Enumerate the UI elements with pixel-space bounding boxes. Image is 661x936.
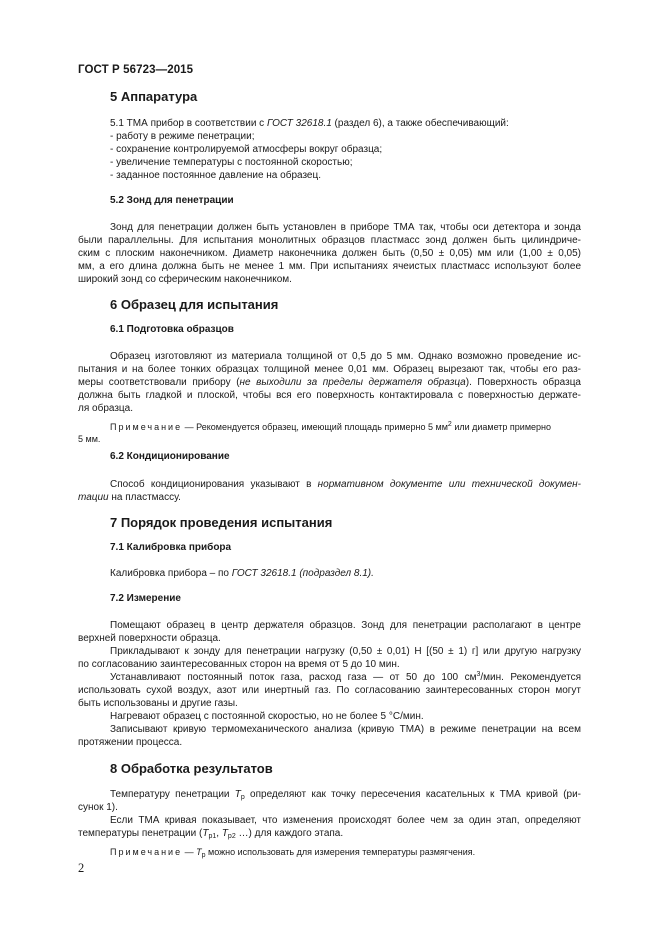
paragraph-line: тации на пластмассу. — [78, 492, 181, 503]
paragraph-line: должна быть гладкой и плоской, чтобы вся его поверхность контактировала с поверхностью держате- — [78, 390, 581, 401]
note-label: Примечание — [110, 847, 183, 857]
paragraph-line: Калибровка прибора – по ГОСТ 32618.1 (подраздел 8.1). — [110, 568, 374, 579]
page-number: 2 — [78, 861, 85, 875]
gost-reference: ГОСТ 32618.1 (подраздел 8.1). — [231, 568, 374, 579]
paragraph-line: пытания и на более тонких образцах толщиной менее 0,01 мм. Образец вырезают так, чтобы его раз- — [78, 364, 581, 375]
section-5-title: 5 Аппаратура — [110, 89, 198, 104]
paragraph-line: сунок 1). — [78, 802, 118, 813]
subsection-6-2-title: 6.2 Кондиционирование — [110, 451, 230, 462]
paragraph-line: Нагревают образец с постоянной скоростью, но не более 5 °С/мин. — [110, 711, 424, 722]
section-7-title: 7 Порядок проведения испытания — [110, 515, 333, 530]
document-id-header: ГОСТ Р 56723—2015 — [78, 64, 194, 76]
paragraph-line: использовать сухой воздух, азот или инертный газ. По согласованию заинтересованных сторон могут — [78, 685, 581, 696]
paragraph-line: мм, а его длина должна быть не менее 1 мм. При испытаниях ячеистых пластмасс используют более — [78, 261, 581, 272]
paragraph-line: меры соответствовали прибору (не выходили за пределы держателя образца). Поверхность образца — [78, 377, 581, 388]
clause-5-1: 5.1 ТМА прибор в соответствии с ГОСТ 32618.1 (раздел 6), а также обеспечивающий: — [110, 118, 509, 129]
paragraph-line: были параллельны. Для испытания монолитных образцов пластмасс зонд должен быть цилиндриче- — [78, 235, 581, 246]
paragraph-line: широкий зонд со сферическим наконечником. — [78, 274, 292, 285]
paragraph-line: ля образца. — [78, 403, 133, 414]
subsection-7-1-title: 7.1 Калибровка прибора — [110, 542, 232, 553]
note: Примечание — Рекомендуется образец, имеющий площадь примерно 5 $мм^2$ или диаметр примерно — [110, 421, 552, 432]
paragraph-line: быть использованы и другие газы. — [78, 698, 238, 709]
paragraph-line: верхней поверхности образца. — [78, 633, 221, 644]
paragraph-line: Устанавливают постоянный поток газа, расход газа — от 50 до 100 $см^3$/мин. Рекомендуется — [110, 671, 581, 683]
gost-reference: ГОСТ 32618.1 — [266, 118, 332, 129]
subsection-5-2-title: 5.2 Зонд для пенетрации — [110, 195, 234, 206]
paragraph-line: Записывают кривую термомеханического анализа (кривую ТМА) в режиме пенетрации на всем — [110, 724, 581, 735]
paragraph-line: Прикладывают к зонду для пенетрации нагрузку (0,50 ± 0,01) Н [(50 ± 1) г] или другую нагрузку — [110, 646, 581, 657]
list-item: - увеличение температуры с постоянной скоростью; — [110, 157, 353, 168]
paragraph-line: Температуру пенетрации $T_p$ определяют как точку пересечения касательных к ТМА кривой (ри- — [110, 789, 581, 801]
subsection-6-1-title: 6.1 Подготовка образцов — [110, 324, 234, 335]
list-item: - сохранение контролируемой атмосферы вокруг образца; — [110, 144, 383, 155]
section-8-title: 8 Обработка результатов — [110, 761, 273, 776]
paragraph-line: протяжении процесса. — [78, 737, 183, 748]
paragraph-line: Зонд для пенетрации должен быть установлен в приборе ТМА так, чтобы оси детектора и зонда — [110, 222, 581, 233]
paragraph-line: ским с плоским наконечником. Диаметр наконечника должен быть (0,50 ± 0,05) мм или (1,00 ± 0,05) — [78, 248, 581, 259]
list-item: - работу в режиме пенетрации; — [110, 131, 255, 142]
note: Примечание — $T_p$ можно использовать для измерения температуры размягчения. — [110, 847, 476, 859]
section-6-title: 6 Образец для испытания — [110, 297, 279, 312]
note-line: 5 мм. — [78, 434, 101, 444]
list-item: - заданное постоянное давление на образец. — [110, 170, 321, 181]
paragraph-line: по согласованию заинтересованных сторон на время от 5 до 10 мин. — [78, 659, 400, 670]
paragraph-line: Если ТМА кривая показывает, что изменения происходят более чем за один этап, определяют — [110, 815, 581, 826]
subsection-7-2-title: 7.2 Измерение — [110, 593, 181, 604]
note-label: Примечание — [110, 422, 183, 432]
paragraph-line: Помещают образец в центр держателя образцов. Зонд для пенетрации располагают в центре — [110, 620, 581, 631]
paragraph-line: Образец изготовляют из материала толщиной от 0,5 до 5 мм. Однако возможно проведение ис- — [110, 351, 581, 362]
paragraph-line: температуры пенетрации ($T_{p1}$, $T_{p2}$ …) для каждого этапа. — [78, 828, 344, 840]
paragraph-line: Способ кондиционирования указывают в нормативном документе или технической докумен- — [110, 479, 581, 490]
